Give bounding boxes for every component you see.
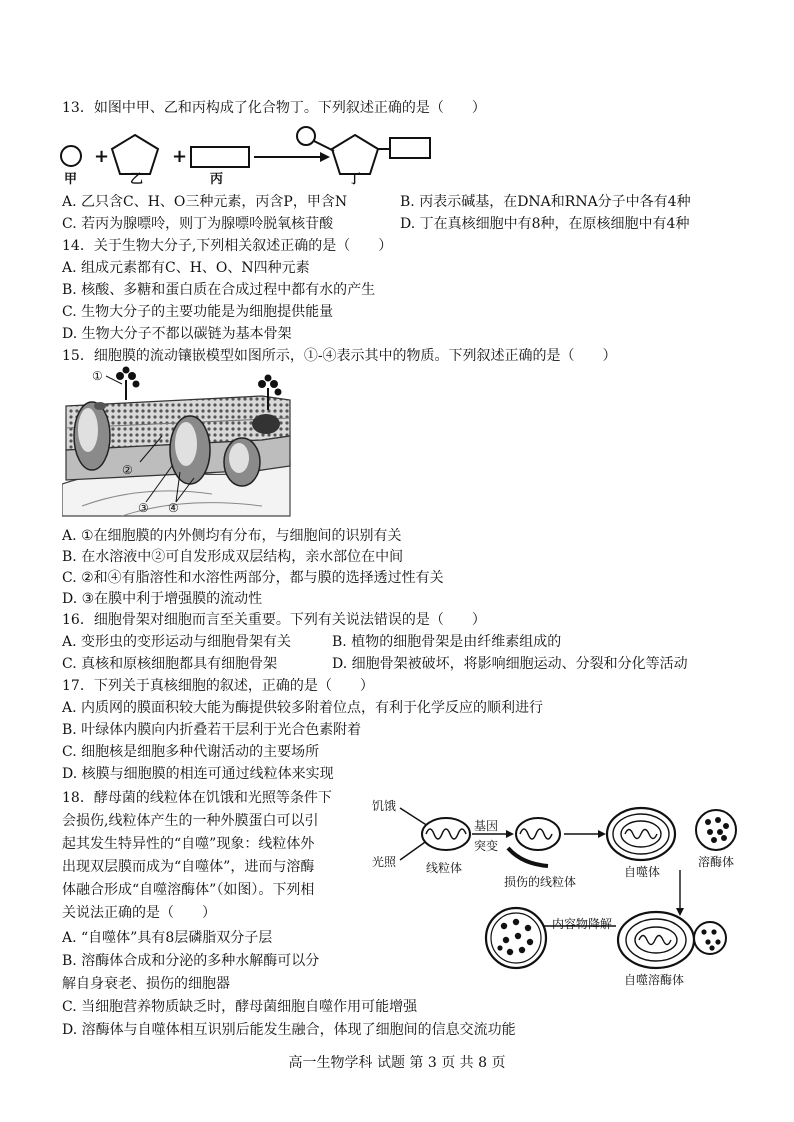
q16-stem: 16．细胞骨架对细胞而言至关重要。下列有关说法错误的是（ ） bbox=[62, 612, 486, 628]
q18-option-a: A. “自噬体”具有8层磷脂双分子层 bbox=[62, 930, 273, 946]
q18-label-damaged: 损伤的线粒体 bbox=[504, 875, 577, 889]
q15-label-1: ① bbox=[92, 369, 103, 383]
q18-stem-line-6: 关说法正确的是（ ） bbox=[62, 905, 216, 921]
svg-text:+: + bbox=[172, 146, 188, 167]
q15-option-d: D. ③在膜中利于增强膜的流动性 bbox=[62, 591, 263, 607]
q15-option-c: C. ②和④有脂溶性和水溶性两部分，都与膜的选择透过性有关 bbox=[62, 570, 444, 586]
svg-text:+: + bbox=[94, 146, 110, 167]
q16-option-d: D. 细胞骨架被破坏，将影响细胞运动、分裂和分化等活动 bbox=[332, 656, 688, 672]
q17-option-b: B. 叶绿体内膜向内折叠若干层利于光合色素附着 bbox=[62, 722, 362, 738]
q18-option-c: C. 当细胞营养物质缺乏时，酵母菌细胞自噬作用可能增强 bbox=[62, 999, 418, 1015]
q18-label-mutation-2: 突变 bbox=[474, 839, 499, 853]
q14-stem: 14．关于生物大分子,下列相关叙述正确的是（ ） bbox=[62, 238, 393, 254]
q18-label-light: 光照 bbox=[372, 855, 397, 869]
q15-stem: 15．细胞膜的流动镶嵌模型如图所示，①-④表示其中的物质。下列叙述正确的是（ ） bbox=[62, 348, 617, 364]
q18-label-lysosome: 溶酶体 bbox=[698, 855, 735, 869]
q17-option-d: D. 核膜与细胞膜的相连可通过线粒体来实现 bbox=[62, 766, 334, 782]
q14-option-c: C. 生物大分子的主要功能是为细胞提供能量 bbox=[62, 304, 334, 320]
q13-label-yi: 乙 bbox=[130, 172, 144, 187]
q14-option-b: B. 核酸、多糖和蛋白质在合成过程中都有水的产生 bbox=[62, 282, 376, 298]
q15-label-4: ④ bbox=[168, 501, 179, 515]
q18-option-b-line-1: B. 溶酶体合成和分泌的多种水解酶可以分 bbox=[62, 953, 320, 969]
q15-option-a: A. ①在细胞膜的内外侧均有分布，与细胞间的识别有关 bbox=[62, 528, 402, 544]
q13-option-a: A. 乙只含C、H、O三种元素，丙含P，甲含N bbox=[62, 194, 348, 210]
q18-stem-line-2: 会损伤,线粒体产生的一种外膜蛋白可以引 bbox=[62, 813, 319, 829]
q18-label-mutation-1: 基因 bbox=[474, 819, 499, 833]
q17-option-c: C. 细胞核是细胞多种代谢活动的主要场所 bbox=[62, 744, 320, 760]
q13-label-jia: 甲 bbox=[64, 172, 78, 187]
q13-option-c: C. 若丙为腺嘌呤，则丁为腺嘌呤脱氧核苷酸 bbox=[62, 216, 334, 232]
q18-option-d: D. 溶酶体与自噬体相互识别后能发生融合，体现了细胞间的信息交流功能 bbox=[62, 1022, 516, 1038]
q15-label-2: ② bbox=[122, 463, 133, 477]
q15-option-b: B. 在水溶液中②可自发形成双层结构，亲水部位在中间 bbox=[62, 549, 404, 565]
q18-label-hunger: 饥饿 bbox=[372, 799, 397, 813]
q18-autophagy-figure bbox=[366, 790, 746, 1000]
q13-option-b: B. 丙表示碱基，在DNA和RNA分子中各有4种 bbox=[400, 194, 691, 210]
q17-option-a: A. 内质网的膜面积较大能为酶提供较多附着位点，有利于化学反应的顺利进行 bbox=[62, 700, 544, 716]
q16-option-a: A. 变形虫的变形运动与细胞骨架有关 bbox=[62, 634, 292, 650]
q13-label-ding: 丁 bbox=[348, 172, 362, 187]
q13-option-d: D. 丁在真核细胞中有8种，在原核细胞中有4种 bbox=[400, 216, 690, 232]
q18-stem-line-4: 出现双层膜而成为“自噬体”，进而与溶酶 bbox=[62, 859, 315, 875]
page-footer: 高一生物学科 试题 第 3 页 共 8 页 bbox=[288, 1055, 506, 1071]
q13-figure bbox=[58, 122, 438, 188]
q18-option-b-line-2: 解自身衰老、损伤的细胞器 bbox=[62, 976, 230, 992]
q18-label-autolysosome: 自噬溶酶体 bbox=[624, 973, 685, 987]
q14-option-d: D. 生物大分子不都以碳链为基本骨架 bbox=[62, 326, 292, 342]
q16-option-b: B. 植物的细胞骨架是由纤维素组成的 bbox=[332, 634, 562, 650]
q16-option-c: C. 真核和原核细胞都具有细胞骨架 bbox=[62, 656, 278, 672]
q17-stem: 17．下列关于真核细胞的叙述，正确的是（ ） bbox=[62, 678, 374, 694]
q15-membrane-figure bbox=[62, 366, 292, 518]
q18-stem-line-3: 起其发生特异性的“自噬”现象：线粒体外 bbox=[62, 836, 315, 852]
q14-option-a: A. 组成元素都有C、H、O、N四种元素 bbox=[62, 260, 310, 276]
q18-label-autophagosome: 自噬体 bbox=[624, 865, 661, 879]
q18-stem-line-1: 18．酵母菌的线粒体在饥饿和光照等条件下 bbox=[62, 790, 332, 806]
q15-label-3: ③ bbox=[138, 501, 149, 515]
q13-label-bing: 丙 bbox=[210, 172, 224, 187]
q13-stem: 13．如图中甲、乙和丙构成了化合物丁。下列叙述正确的是（ ） bbox=[62, 100, 486, 116]
q18-stem-line-5: 体融合形成“自噬溶酶体”（如图）。下列相 bbox=[62, 882, 315, 898]
q18-label-degrade: 内容物降解 bbox=[552, 917, 613, 931]
q18-label-mito: 线粒体 bbox=[426, 861, 463, 875]
